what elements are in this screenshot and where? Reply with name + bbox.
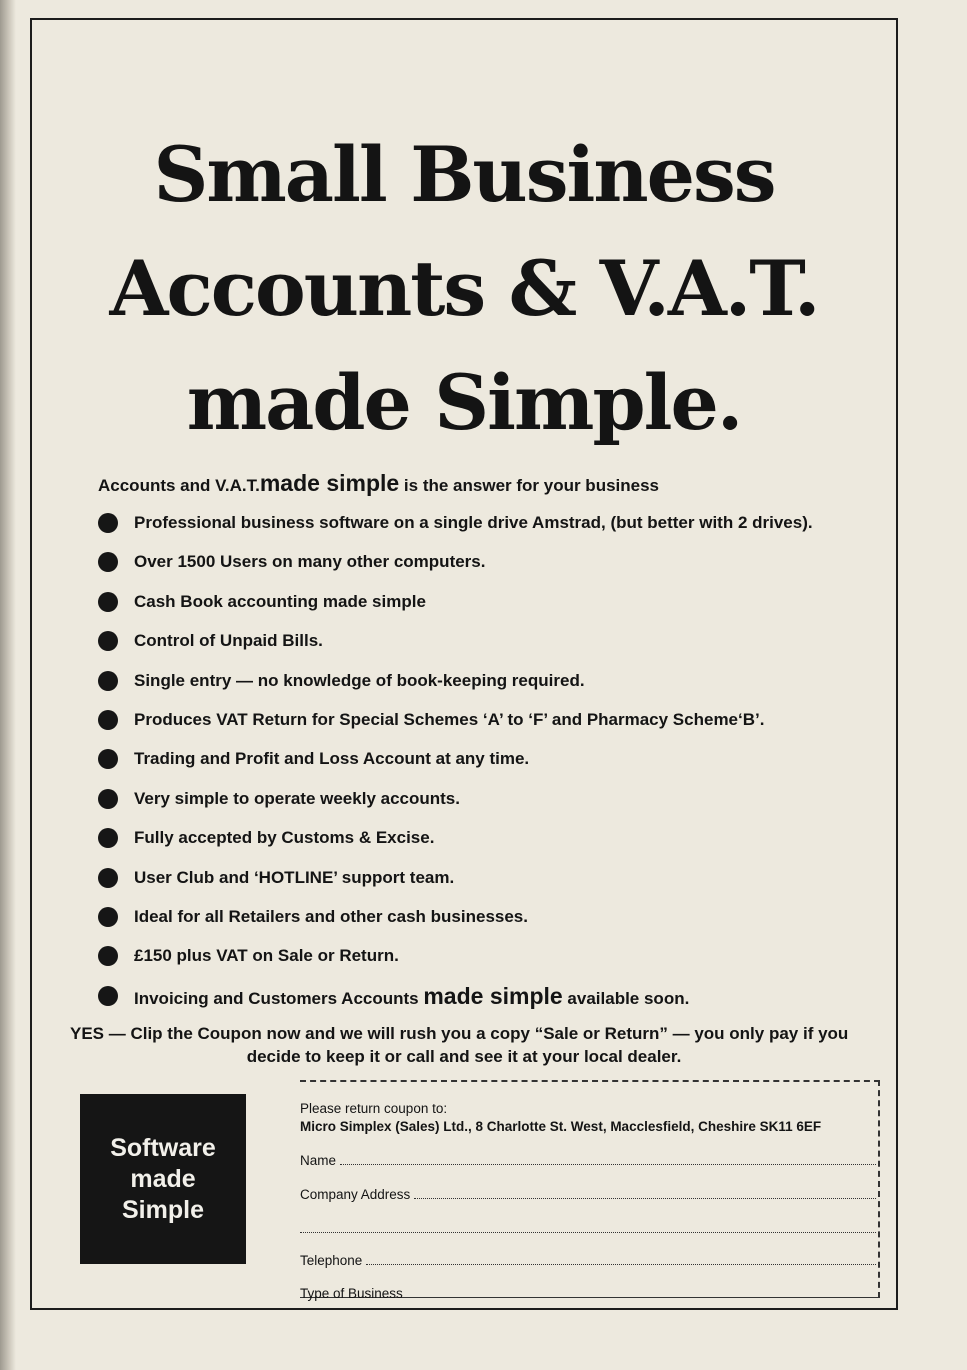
feature-item: Professional business software on a single drive Amstrad, (but better with 2 drives). <box>98 505 813 544</box>
intro-text-start: Accounts and V.A.T. <box>98 476 260 495</box>
company-address-field-2[interactable] <box>300 1216 876 1236</box>
bullet-icon <box>98 749 118 769</box>
bullet-icon <box>98 946 118 966</box>
bullet-icon <box>98 986 118 1006</box>
bullet-icon <box>98 513 118 533</box>
feature-list <box>98 505 813 1017</box>
telephone-line <box>366 1264 876 1265</box>
feature-item: Cash Book accounting made simple <box>98 584 813 623</box>
logo-line-3: Simple <box>122 1195 204 1224</box>
feature-item: Trading and Profit and Loss Account at any time. <box>98 741 813 780</box>
bullet-icon <box>98 907 118 927</box>
telephone-label: Telephone <box>300 1253 363 1268</box>
name-label: Name <box>300 1153 337 1168</box>
feature-item: Ideal for all Retailers and other cash businesses. <box>98 899 813 938</box>
company-address-line-2 <box>300 1232 876 1233</box>
bullet-icon <box>98 868 118 888</box>
headline-line-3: made Simple. <box>186 358 742 447</box>
page-spine-shadow <box>0 0 16 1370</box>
type-of-business-label: Type of Business <box>300 1286 403 1301</box>
logo-line-2: made <box>130 1164 196 1193</box>
cta-line-1: YES — Clip the Coupon now and we will rush you a copy “Sale or Return” — you only pay if you <box>70 1024 849 1043</box>
telephone-field[interactable] <box>300 1248 876 1268</box>
type-of-business-line <box>407 1297 876 1298</box>
bullet-icon <box>98 552 118 572</box>
cta-line-2: decide to keep it or call and see it at your local dealer. <box>246 1047 682 1066</box>
last-feature-end: available soon. <box>562 988 690 1008</box>
bullet-icon <box>98 671 118 691</box>
feature-item: Over 1500 Users on many other computers. <box>98 544 813 583</box>
feature-item: £150 plus VAT on Sale or Return. <box>98 938 813 977</box>
headline-line-1: Small Business <box>153 130 775 219</box>
last-feature-start: Invoicing and Customers Accounts <box>134 988 424 1008</box>
feature-item-last <box>98 978 813 1017</box>
intro-emphasis: made simple <box>259 470 400 496</box>
coupon-header <box>300 1100 821 1136</box>
bullet-icon <box>98 710 118 730</box>
name-line <box>340 1164 876 1165</box>
feature-item: Fully accepted by Customs & Excise. <box>98 820 813 859</box>
headline <box>32 118 896 460</box>
bullet-icon <box>98 789 118 809</box>
feature-item: Control of Unpaid Bills. <box>98 623 813 662</box>
bullet-icon <box>98 592 118 612</box>
feature-item: Very simple to operate weekly accounts. <box>98 781 813 820</box>
coupon-instruction: Please return coupon to: <box>300 1101 448 1116</box>
company-address-line <box>414 1198 876 1199</box>
brand-logo <box>80 1094 246 1264</box>
call-to-action <box>64 1022 864 1068</box>
headline-line-2: Accounts & V.A.T. <box>109 244 819 333</box>
order-coupon <box>300 1080 880 1301</box>
feature-item: Single entry — no knowledge of book-keeping required. <box>98 663 813 702</box>
bullet-icon <box>98 828 118 848</box>
company-address-field[interactable] <box>300 1182 876 1202</box>
bullet-icon <box>98 631 118 651</box>
logo-line-1: Software <box>110 1133 216 1162</box>
last-feature-emphasis: made simple <box>423 982 563 1009</box>
feature-item: Produces VAT Return for Special Schemes ‘A’ to ‘F’ and Pharmacy Scheme‘B’. <box>98 702 813 741</box>
coupon-address: Micro Simplex (Sales) Ltd., 8 Charlotte St. West, Macclesfield, Cheshire SK11 6EF <box>300 1119 822 1134</box>
intro-line <box>98 470 659 497</box>
feature-item: User Club and ‘HOTLINE’ support team. <box>98 860 813 899</box>
company-address-label: Company Address <box>300 1187 411 1202</box>
intro-text-end: is the answer for your business <box>399 476 660 495</box>
type-of-business-field[interactable] <box>300 1281 876 1301</box>
name-field[interactable] <box>300 1148 876 1168</box>
